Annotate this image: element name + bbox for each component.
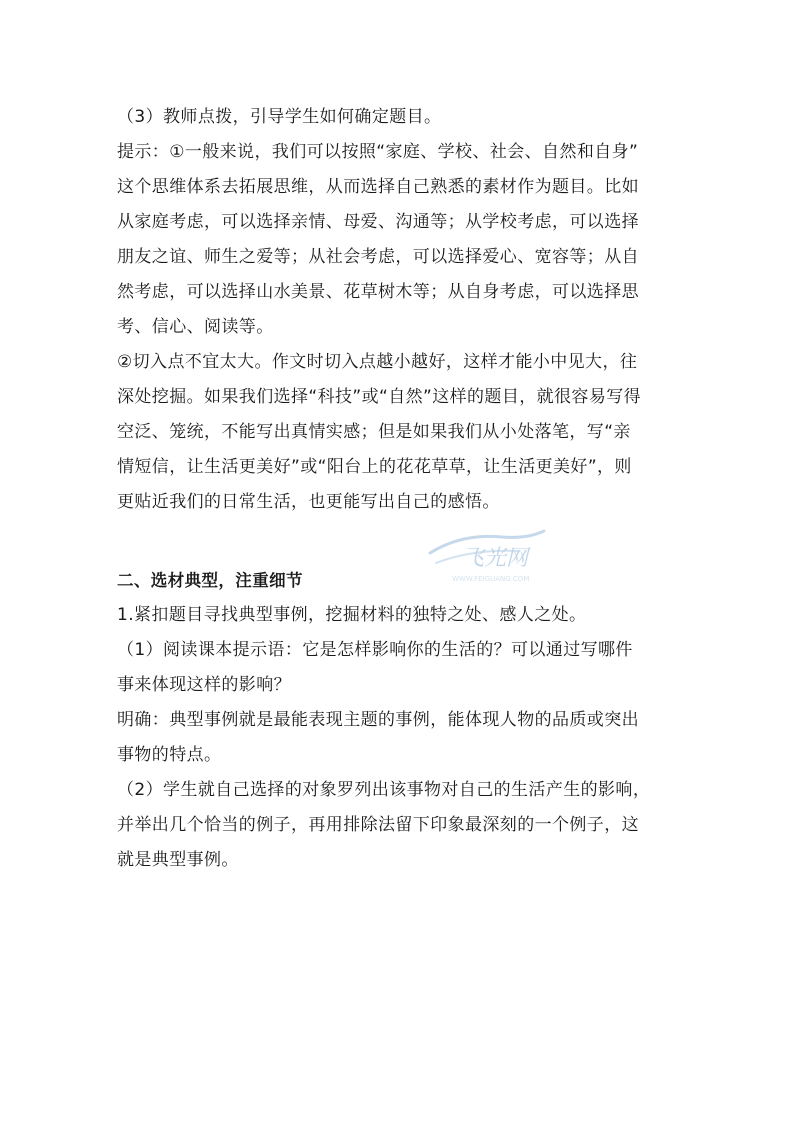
paragraph-line: 并举出几个恰当的例子，再用排除法留下印象最深刻的一个例子，这 bbox=[117, 815, 639, 835]
paragraph-line: 这个思维体系去拓展思维，从而选择自己熟悉的素材作为题目。比如 bbox=[117, 177, 639, 197]
paragraph-line: 提示：①一般来说，我们可以按照“家庭、学校、社会、自然和自身” bbox=[117, 142, 639, 162]
paragraph-line: 事来体现这样的影响？ bbox=[117, 675, 291, 695]
paragraph-line: 然考虑，可以选择山水美景、花草树木等；从自身考虑，可以选择思 bbox=[117, 282, 639, 302]
paragraph-line: ②切入点不宜太大。作文时切入点越小越好，这样才能小中见大，往 bbox=[117, 352, 638, 372]
paragraph-line: 深处挖掘。如果我们选择“科技”或“自然”这样的题目，就很容易写得 bbox=[117, 387, 642, 407]
paragraph-line: （1）阅读课本提示语：它是怎样影响你的生活的？可以通过写哪件 bbox=[117, 640, 633, 660]
paragraph-line: 更贴近我们的日常生活，也更能写出自己的感悟。 bbox=[117, 492, 500, 512]
paragraph-line: 考、信心、阅读等。 bbox=[117, 317, 274, 337]
paragraph-line: 1.紧扣题目寻找典型事例，挖掘材料的独特之处、感人之处。 bbox=[117, 605, 587, 625]
paragraph-line: 事物的特点。 bbox=[117, 745, 222, 765]
document-body bbox=[117, 100, 682, 878]
paragraph-line: （2）学生就自己选择的对象罗列出该事物对自己的生活产生的影响， bbox=[117, 780, 651, 800]
svg-text:WWW.FEIGUANG.COM: WWW.FEIGUANG.COM bbox=[452, 575, 530, 583]
paragraph-line: 明确：典型事例就是最能表现主题的事例，能体现人物的品质或突出 bbox=[117, 710, 639, 730]
paragraph-line: 朋友之谊、师生之爱等；从社会考虑，可以选择爱心、宽容等；从自 bbox=[117, 247, 639, 267]
svg-text:飞光网: 飞光网 bbox=[462, 546, 529, 571]
paragraph-line: （3）教师点拨，引导学生如何确定题目。 bbox=[117, 107, 442, 127]
paragraph-line: 空泛、笼统，不能写出真情实感；但是如果我们从小处落笔，写“亲 bbox=[117, 422, 631, 442]
paragraph-line: 从家庭考虑，可以选择亲情、母爱、沟通等；从学校考虑，可以选择 bbox=[117, 212, 639, 232]
paragraph-line: 就是典型事例。 bbox=[117, 850, 239, 870]
section-spacer bbox=[117, 520, 682, 563]
paragraph-line: 情短信，让生活更美好”或“阳台上的花花草草，让生活更美好”，则 bbox=[117, 457, 632, 477]
section-heading: 二、选材典型，注重细节 bbox=[117, 571, 303, 590]
